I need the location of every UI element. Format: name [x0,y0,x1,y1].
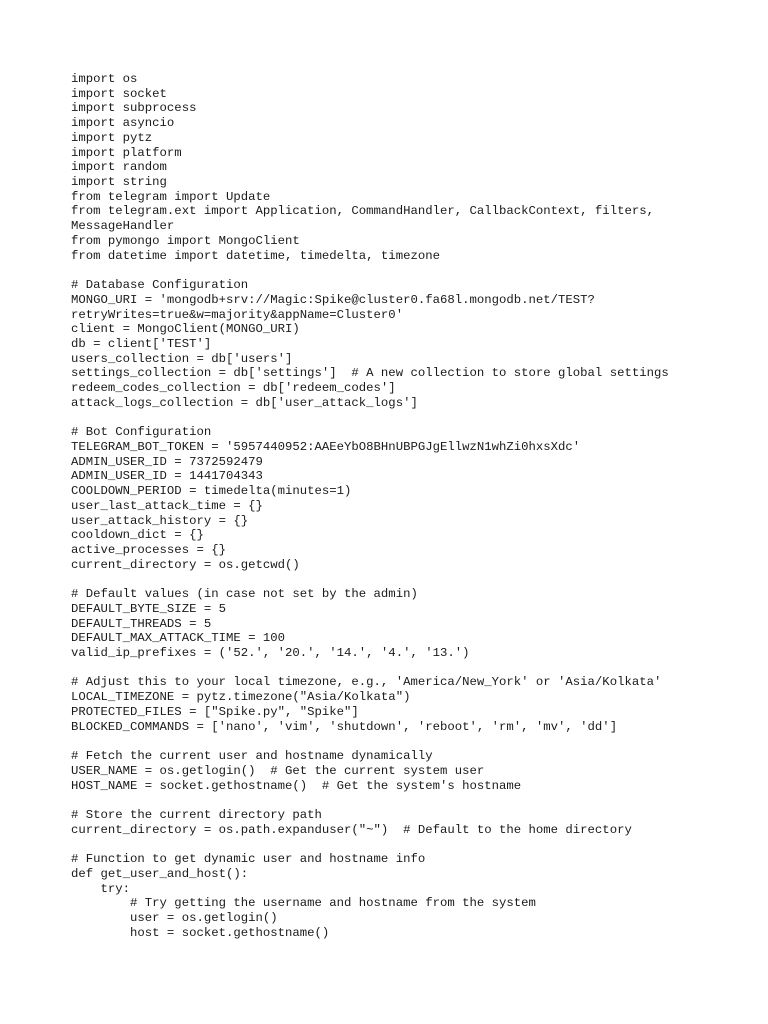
code-line: DEFAULT_THREADS = 5 [71,616,212,631]
code-line: from datetime import datetime, timedelta, timezone [71,248,440,263]
code-line: BLOCKED_COMMANDS = ['nano', 'vim', 'shutdown', 'reboot', 'rm', 'mv', 'dd'] [71,719,618,734]
code-line: COOLDOWN_PERIOD = timedelta(minutes=1) [71,484,352,499]
code-line: valid_ip_prefixes = ('52.', '20.', '14.', '4.', '13.') [71,646,470,661]
code-line: from telegram.ext import Application, CommandHandler, CallbackContext, filters, [71,204,654,219]
code-line: import asyncio [71,116,175,131]
code-block [71,72,751,940]
code-line: def get_user_and_host(): [71,866,249,881]
code-line: PROTECTED_FILES = ["Spike.py", "Spike"] [71,704,359,719]
code-line: cooldown_dict = {} [71,528,204,543]
code-line: # Adjust this to your local timezone, e.g., 'America/New_York' or 'Asia/Kolkata' [71,675,662,690]
code-line: try: [71,881,131,896]
code-line: retryWrites=true&w=majority&appName=Cluster0' [71,307,404,322]
code-line [71,837,751,852]
code-line: MessageHandler [71,219,175,234]
code-line: current_directory = os.getcwd() [71,557,300,572]
code-line: import os [71,72,138,86]
code-line: # Fetch the current user and hostname dynamically [71,749,433,764]
code-line: attack_logs_collection = db['user_attack_logs'] [71,395,418,410]
code-line: USER_NAME = os.getlogin() # Get the current system user [71,763,485,778]
code-line [71,572,751,587]
code-line: # Function to get dynamic user and hostname info [71,852,426,867]
code-line: from pymongo import MongoClient [71,233,300,248]
code-line: db = client['TEST'] [71,336,212,351]
code-line [71,661,751,676]
code-line: ADMIN_USER_ID = 1441704343 [71,469,263,484]
code-line: import platform [71,145,182,160]
code-line: from telegram import Update [71,189,271,204]
code-line: user_attack_history = {} [71,513,249,528]
code-line [71,734,751,749]
code-line: import random [71,160,167,175]
code-line: redeem_codes_collection = db['redeem_codes'] [71,381,396,396]
code-line: current_directory = os.path.expanduser("~") # Default to the home directory [71,822,632,837]
code-line: settings_collection = db['settings'] # A new collection to store global settings [71,366,669,381]
code-line: users_collection = db['users'] [71,351,293,366]
code-line [71,411,751,426]
code-line: DEFAULT_MAX_ATTACK_TIME = 100 [71,631,286,646]
code-line: import string [71,175,167,190]
code-line: DEFAULT_BYTE_SIZE = 5 [71,601,226,616]
code-line: # Try getting the username and hostname from the system [71,896,536,911]
code-line: active_processes = {} [71,543,226,557]
code-line: import socket [71,86,167,101]
code-line: ADMIN_USER_ID = 7372592479 [71,454,263,469]
code-line: user_last_attack_time = {} [71,498,263,513]
code-line: # Database Configuration [71,278,249,293]
code-line: # Bot Configuration [71,425,212,440]
code-line: LOCAL_TIMEZONE = pytz.timezone("Asia/Kolkata") [71,690,411,705]
code-line: client = MongoClient(MONGO_URI) [71,322,300,337]
code-line: # Store the current directory path [71,807,322,822]
code-line: import subprocess [71,101,197,116]
code-line: user = os.getlogin() [71,910,278,925]
code-line: import pytz [71,130,153,145]
code-line: HOST_NAME = socket.gethostname() # Get the system's hostname [71,778,522,793]
code-line: TELEGRAM_BOT_TOKEN = '5957440952:AAEeYbO8BHnUBPGJgEllwzN1whZi0hxsXdc' [71,439,581,454]
code-line: host = socket.gethostname() [71,925,330,940]
code-line: MONGO_URI = 'mongodb+srv://Magic:Spike@cluster0.fa68l.mongodb.net/TEST? [71,292,595,307]
code-line [71,793,751,808]
code-line [71,263,751,278]
code-line: # Default values (in case not set by the admin) [71,587,418,602]
